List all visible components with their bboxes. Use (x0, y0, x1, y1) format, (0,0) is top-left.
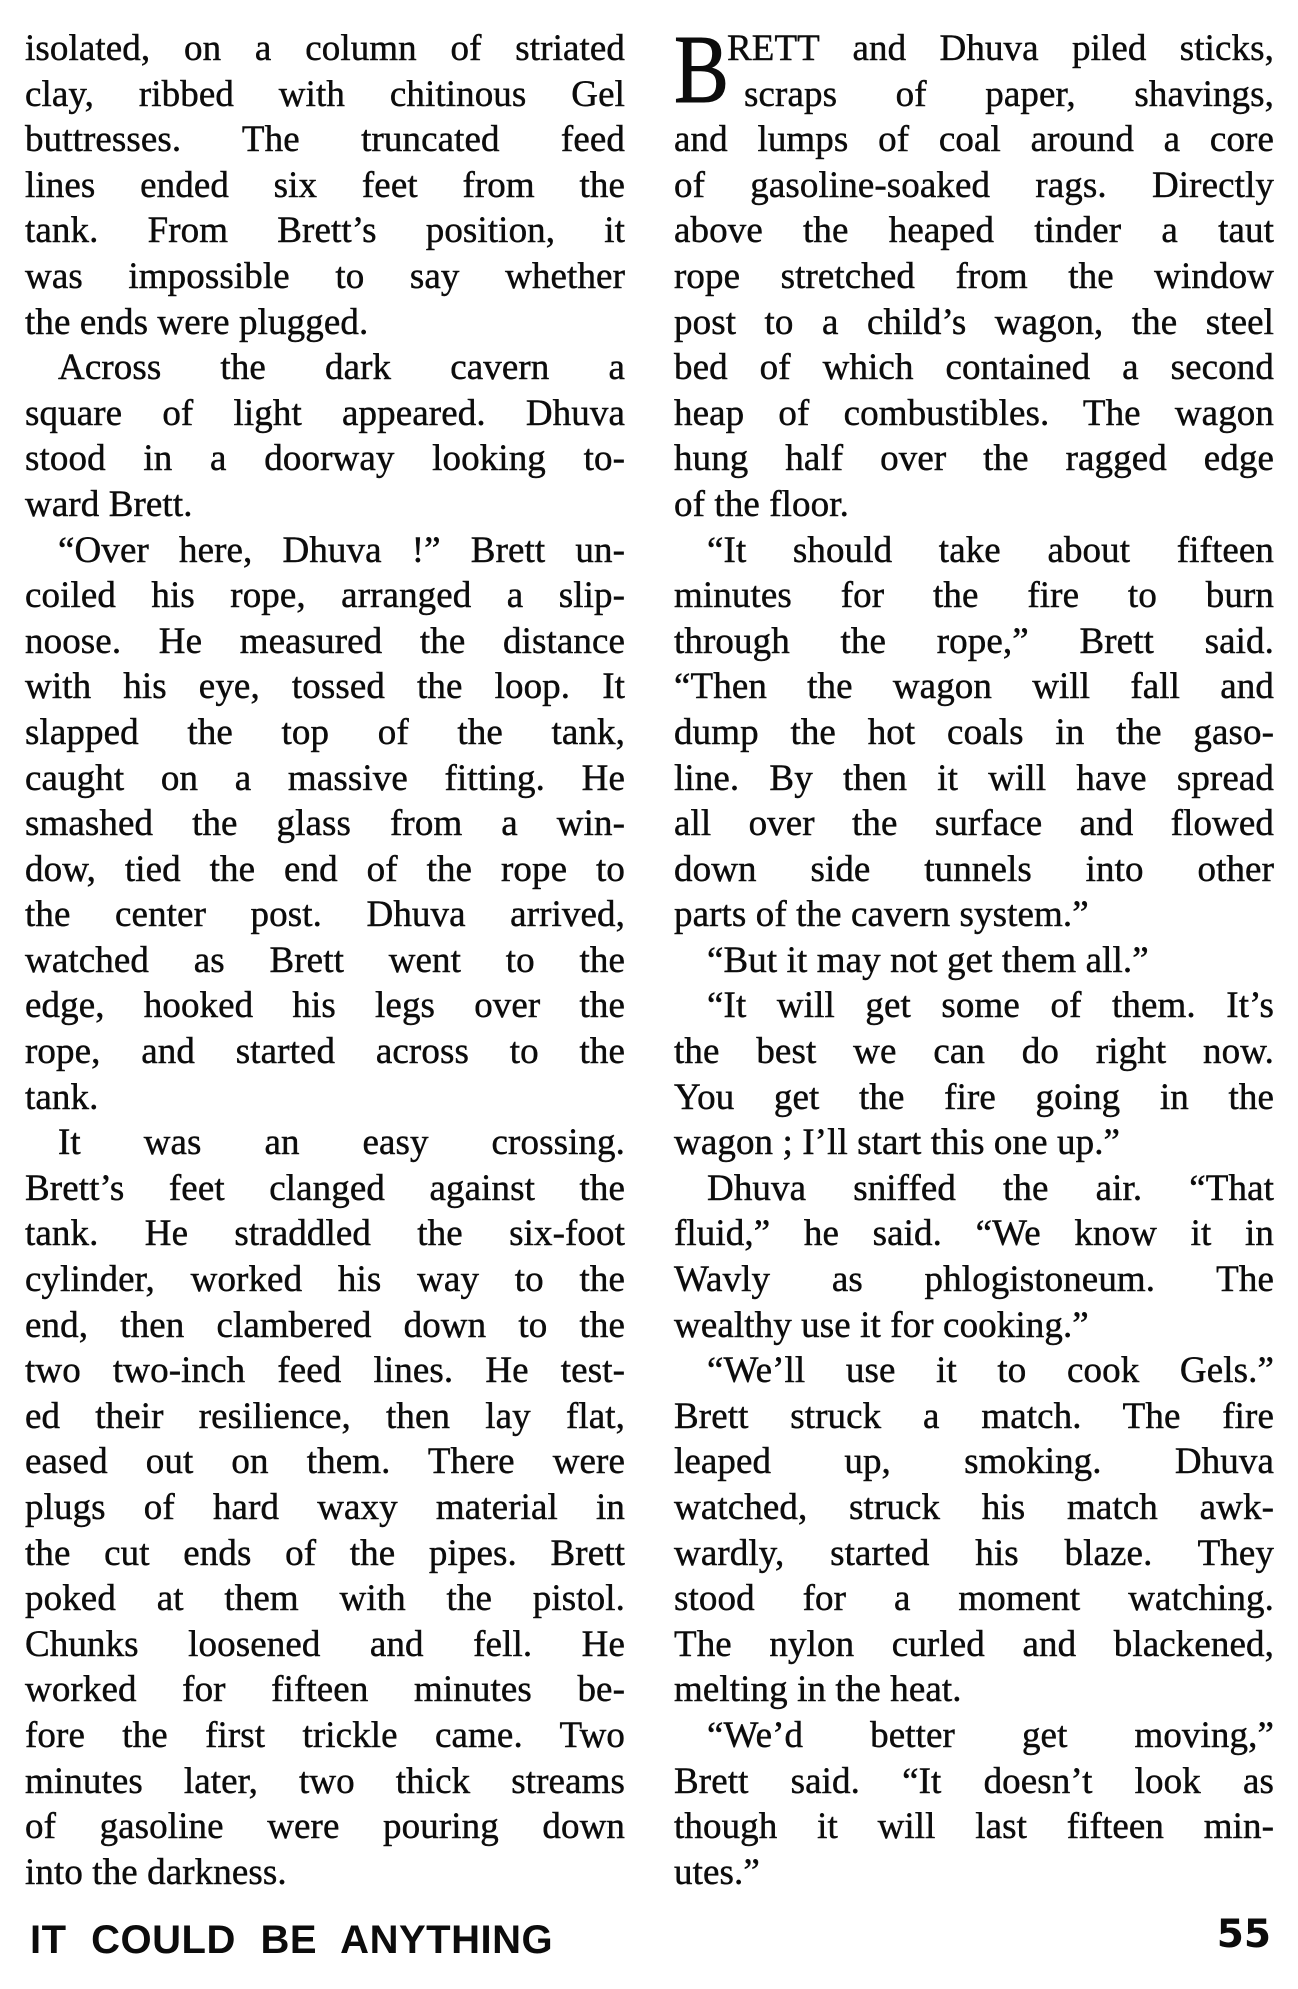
text-line: “It should take about fifteen (707, 529, 1274, 571)
text-column-right (674, 16, 1274, 1895)
text-line: Wavly as phlogistoneum. The (674, 1259, 1274, 1301)
text-line: wardly, started his blaze. They (674, 1532, 1274, 1574)
text-line: and lumps of coal around a core (674, 119, 1274, 161)
text-line: lines ended six feet from the (25, 164, 625, 206)
text-line: above the heaped tinder a taut (674, 210, 1274, 252)
text-line: scraps of paper, shavings, (744, 73, 1274, 115)
text-line: end, then clambered down to the (25, 1304, 625, 1346)
paragraph (25, 345, 625, 527)
running-title: IT COULD BE ANYTHING (30, 1918, 554, 1962)
text-line: melting in the heat. (674, 1669, 962, 1711)
text-line: worked for fifteen minutes be- (25, 1669, 625, 1711)
paragraph (25, 528, 625, 1121)
text-line: hung half over the ragged edge (674, 438, 1274, 480)
text-line: tank. (25, 1076, 99, 1118)
text-line: edge, hooked his legs over the (25, 985, 625, 1027)
paragraph (674, 1713, 1274, 1895)
text-line: Brett said. “It doesn’t look as (674, 1760, 1274, 1802)
text-line: square of light appeared. Dhuva (25, 392, 625, 434)
text-line: coiled his rope, arranged a slip- (25, 575, 625, 617)
text-line: watched as Brett went to the (25, 939, 625, 981)
text-line: was impossible to say whether (25, 255, 625, 297)
text-line: eased out on them. There were (25, 1441, 625, 1483)
paragraph (674, 528, 1274, 938)
text-line: isolated, on a column of striated (25, 28, 625, 69)
text-line: cylinder, worked his way to the (25, 1259, 625, 1301)
text-line: caught on a massive fitting. He (25, 757, 625, 799)
text-line: minutes later, two thick streams (25, 1760, 625, 1802)
text-line: plugs of hard waxy material in (25, 1487, 625, 1528)
text-line: buttresses. The truncated feed (25, 119, 625, 161)
text-line: poked at them with the pistol. (25, 1578, 625, 1620)
text-line: heap of combustibles. The wagon (674, 392, 1274, 434)
text-line: the cut ends of the pipes. Brett (25, 1532, 625, 1574)
text-line: “It will get some of them. It’s (707, 985, 1274, 1027)
text-line: “Then the wagon will fall and (674, 666, 1274, 708)
text-line: fluid,” he said. “We know it in (674, 1213, 1274, 1255)
text-line: stood for a moment watching. (674, 1578, 1274, 1620)
text-line: watched, struck his match awk- (674, 1487, 1274, 1528)
text-line: noose. He measured the distance (25, 620, 625, 662)
paragraph (25, 26, 625, 345)
page-number: 55 (1216, 1912, 1271, 1957)
paragraph (674, 1166, 1274, 1348)
text-line: The nylon curled and blackened, (674, 1623, 1274, 1665)
text-line: down side tunnels into other (674, 848, 1274, 890)
text-line: into the darkness. (25, 1851, 287, 1893)
text-line: the best we can do right now. (674, 1031, 1274, 1073)
text-line: through the rope,” Brett said. (674, 620, 1274, 662)
paragraph (674, 983, 1274, 1165)
text-line: ed their resilience, then lay flat, (25, 1395, 625, 1437)
text-line: two two-inch feed lines. He test- (25, 1350, 625, 1392)
text-line: with his eye, tossed the loop. It (25, 666, 625, 708)
text-line: ward Brett. (25, 483, 193, 525)
text-line: wealthy use it for cooking.” (674, 1304, 1089, 1346)
drop-cap: B (674, 16, 729, 123)
text-line: parts of the cavern system.” (674, 894, 1089, 936)
text-line: smashed the glass from a win- (25, 803, 625, 845)
text-line: utes.” (674, 1851, 760, 1893)
text-line: fore the first trickle came. Two (25, 1714, 625, 1756)
text-line: leaped up, smoking. Dhuva (674, 1441, 1274, 1483)
text-line: “But it may not get them all.” (707, 939, 1149, 981)
text-line: Brett’s feet clanged against the (25, 1167, 625, 1209)
text-line: the ends were plugged. (25, 301, 369, 343)
text-line: dump the hot coals in the gaso- (674, 711, 1274, 753)
text-line: “Over here, Dhuva !” Brett un- (58, 529, 625, 571)
text-line: stood in a doorway looking to- (25, 438, 625, 480)
text-line: dow, tied the end of the rope to (25, 848, 625, 890)
text-line: the center post. Dhuva arrived, (25, 894, 625, 936)
text-line: Across the dark cavern a (58, 347, 625, 389)
text-line: of gasoline were pouring down (25, 1806, 625, 1848)
text-line: of the floor. (674, 483, 849, 525)
text-line: of gasoline-soaked rags. Directly (674, 164, 1274, 206)
text-line: Brett struck a match. The fire (674, 1395, 1274, 1437)
text-line: wagon ; I’ll start this one up.” (674, 1122, 1121, 1164)
paragraph (25, 1120, 625, 1895)
text-line: line. By then it will have spread (674, 757, 1274, 799)
text-line: tank. From Brett’s position, it (25, 210, 625, 252)
text-line: You get the fire going in the (674, 1076, 1274, 1118)
paragraph (674, 16, 1274, 528)
text-line: minutes for the fire to burn (674, 575, 1274, 617)
text-line: “We’d better get moving,” (707, 1714, 1274, 1756)
text-column-left (25, 26, 625, 1895)
text-line: clay, ribbed with chitinous Gel (25, 73, 625, 115)
text-line: slapped the top of the tank, (25, 711, 625, 753)
text-line: all over the surface and flowed (674, 803, 1274, 845)
text-line: though it will last fifteen min- (674, 1806, 1274, 1848)
text-line: post to a child’s wagon, the steel (674, 301, 1274, 343)
paragraph (674, 1348, 1274, 1713)
text-line: tank. He straddled the six-foot (25, 1213, 625, 1255)
text-line: RETT and Dhuva piled sticks, (727, 28, 1274, 69)
paragraph (674, 938, 1274, 984)
text-line: “We’ll use it to cook Gels.” (707, 1350, 1274, 1392)
text-line: bed of which contained a second (674, 347, 1274, 389)
text-line: Chunks loosened and fell. He (25, 1623, 625, 1665)
text-line: rope stretched from the window (674, 255, 1274, 297)
text-line: rope, and started across to the (25, 1031, 625, 1073)
text-line: Dhuva sniffed the air. “That (707, 1167, 1274, 1209)
text-line: It was an easy crossing. (58, 1122, 625, 1164)
text-block (25, 16, 1274, 1895)
